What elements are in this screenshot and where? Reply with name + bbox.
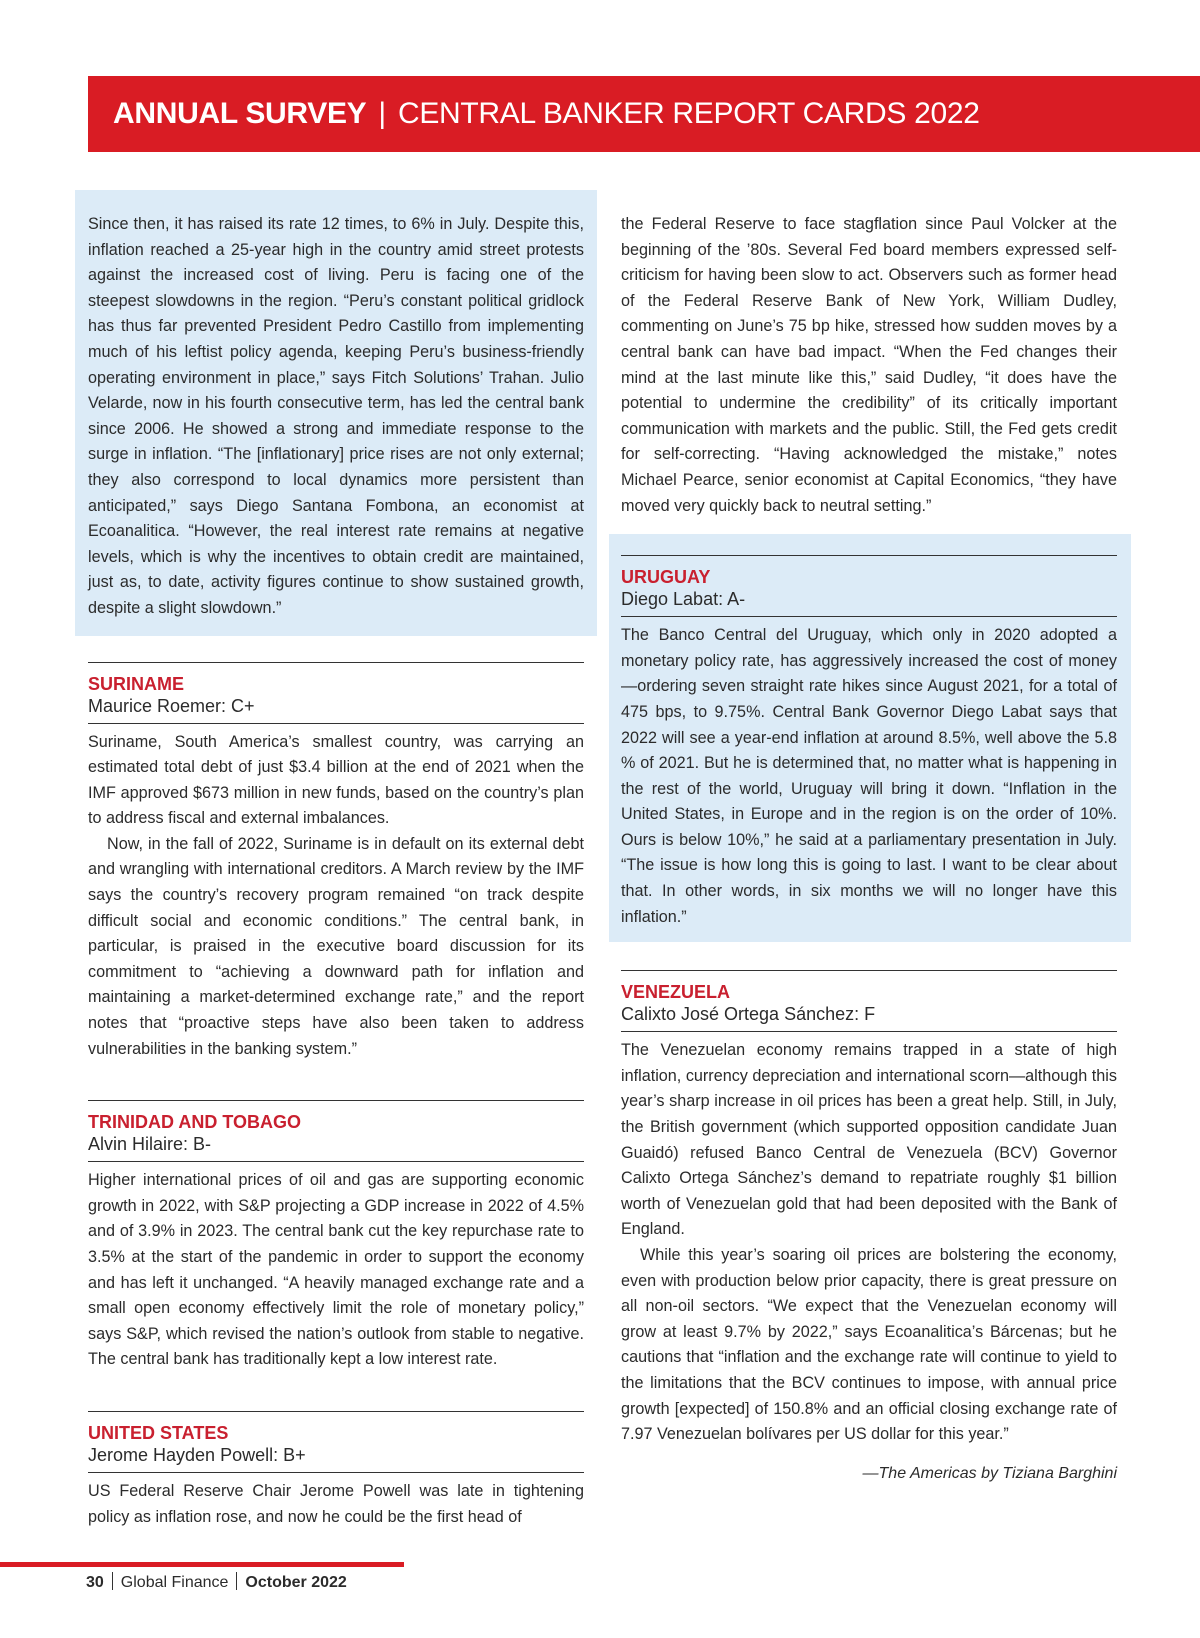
- footer-divider: [112, 1572, 113, 1590]
- banker-grade: Diego Labat: A-: [621, 589, 746, 610]
- section-divider: [621, 616, 1117, 617]
- body-paragraph: The Banco Central del Uruguay, which only in 2020 adopted a monetary policy rate, has aggressively increased the cost of money—ordering seven straight rate hikes since August 2021, for a total of 475 bps, to 9.75%. Central Bank Governor Diego Labat says that 2022 will see a year-end inflation at around 8.5%, well above the 5.8 % of 2021. But he is determined that, no matter what is happening in the rest of the world, Uruguay will bring it down. “Inflation in the United States, in Europe and in the region is on the order of 10%. Ours is below 10%,” he said at a parliamentary presentation in July. “The issue is how long this is going to last. I want to be clear about that. In other words, in six months we will no longer have this inflation.”: [621, 626, 1117, 926]
- section-trinidad-and-tobago: [88, 1100, 584, 1373]
- us-continued-paragraph: the Federal Reserve to face stagflation since Paul Volcker at the beginning of the ’80s. Several Fed board members expressed self-criticism for having been slow to act. Observers such as former head of the Federal Reserve Bank of New York, William Dudley, commenting on June’s 75 bp hike, stressed how sudden moves by a central bank can have bad impact. “When the Fed changes their mind at the last minute like this,” said Dudley, “it does have the potential to undermine the credibility” of its critically important communication with markets and the public. Still, the Fed gets credit for self-correcting. “Having acknowledged the mistake,” notes Michael Pearce, senior economist at Capital Economics, “they have moved very quickly back to neutral setting.”: [621, 215, 1117, 515]
- section-suriname: [88, 662, 584, 1063]
- banker-grade: Maurice Roemer: C+: [88, 695, 255, 716]
- section-divider: [621, 555, 1117, 556]
- footer-divider: [236, 1572, 237, 1590]
- body-paragraph: The Venezuelan economy remains trapped in a state of high inflation, currency depreciation and international scorn—although this year’s sharp increase in oil prices has been a great help. Still, in July, the British government (which supported opposition candidate Juan Guaidó) refused Banco Central de Venezuela (BCV) Governor Calixto Ortega Sánchez’s demand to repatriate roughly $1 billion worth of Venezuelan gold that had been deposited with the Bank of England.: [621, 1041, 1117, 1239]
- right-column: [621, 212, 1117, 1486]
- country-heading: UNITED STATES: [88, 1422, 229, 1443]
- section-divider: [88, 1472, 584, 1473]
- header-subtitle: CENTRAL BANKER REPORT CARDS 2022: [397, 97, 980, 130]
- section-divider: [88, 1411, 584, 1412]
- page-footer: [86, 1572, 347, 1593]
- section-divider: [88, 723, 584, 724]
- publication-name: Global Finance: [120, 1574, 229, 1591]
- section-venezuela: [621, 970, 1117, 1448]
- header-banner: [88, 76, 1200, 152]
- page-header-title: [88, 97, 980, 131]
- issue-date: October 2022: [245, 1574, 347, 1591]
- author-byline: —The Americas by Tiziana Barghini: [862, 1464, 1117, 1482]
- page-number: 30: [86, 1574, 104, 1591]
- footer-accent-bar: [0, 1562, 404, 1567]
- body-paragraph: While this year’s soaring oil prices are bolstering the economy, even with production below prior capacity, there is great pressure on all non-oil sectors. “We expect that the Venezuelan economy will grow at least 9.7% by 2022,” says Ecoanalitica’s Bárcenas; but he cautions that “inflation and the exchange rate will continue to yield to the limitations that the BCV continues to impose, with annual price growth [expected] of 150.8% and an official closing exchange rate of 7.97 Venezuelan bolívares per US dollar for this year.”: [621, 1246, 1117, 1444]
- body-paragraph: Now, in the fall of 2022, Suriname is in default on its external debt and wrangling with international creditors. A March review by the IMF says the country’s recovery program remained “on track despite difficult social and economic conditions.” The central bank, in particular, is praised in the executive board discussion for its commitment to “achieving a downward path for inflation and maintaining a market-determined exchange rate,” and the report notes that “proactive steps have also been taken to address vulnerabilities in the banking system.”: [88, 834, 584, 1058]
- body-paragraph: Suriname, South America’s smallest country, was carrying an estimated total debt of just $3.4 billion at the end of 2021 when the IMF approved $673 million in new funds, based on the country’s plan to address fiscal and external imbalances.: [88, 732, 584, 828]
- country-heading: SURINAME: [88, 673, 185, 694]
- section-divider: [621, 970, 1117, 971]
- country-heading: URUGUAY: [621, 567, 711, 588]
- country-heading: TRINIDAD AND TOBAGO: [88, 1112, 301, 1133]
- section-uruguay: [621, 555, 1117, 930]
- country-heading: VENEZUELA: [621, 982, 731, 1003]
- body-paragraph: Higher international prices of oil and gas are supporting economic growth in 2022, with S&P projecting a GDP increase in 2022 of 4.5% and of 3.9% in 2023. The central bank cut the key repurchase rate to 3.5% at the start of the pandemic in order to support the economy and has left it unchanged. “A heavily managed exchange rate and a small open economy effectively limit the role of monetary policy,” says S&P, which revised the nation’s outlook from stable to negative. The central bank has traditionally kept a low interest rate.: [88, 1171, 584, 1369]
- header-section: ANNUAL SURVEY: [113, 97, 367, 130]
- body-paragraph: US Federal Reserve Chair Jerome Powell was late in tightening policy as inflation rose, and now he could be the first head of: [88, 1481, 584, 1526]
- header-separator: |: [378, 97, 386, 130]
- section-divider: [88, 1100, 584, 1101]
- banker-grade: Calixto José Ortega Sánchez: F: [621, 1004, 876, 1025]
- section-united-states: [88, 1411, 584, 1530]
- section-divider: [88, 1161, 584, 1162]
- peru-continued-paragraph: Since then, it has raised its rate 12 times, to 6% in July. Despite this, inflation reached a 25-year high in the country amid street protests against the increased cost of living. Peru is facing one of the steepest slowdowns in the region. “Peru’s constant political gridlock has thus far prevented President Pedro Castillo from implementing much of his leftist policy agenda, keeping Peru’s business-friendly operating environment in place,” says Fitch Solutions’ Trahan. Julio Velarde, now in his fourth consecutive term, has led the central bank since 2006. He showed a strong and immediate response to the surge in inflation. “The [inflationary] price rises are not only external; they also correspond to local dynamics more persistent than anticipated,” says Diego Santana Fombona, an economist at Ecoanalitica. “However, the real interest rate remains at negative levels, which is why the incentives to obtain credit are maintained, just as, to date, activity figures continue to show sustained growth, despite a slight slowdown.”: [88, 215, 584, 617]
- section-divider: [88, 662, 584, 663]
- section-divider: [621, 1031, 1117, 1032]
- banker-grade: Alvin Hilaire: B-: [88, 1134, 212, 1155]
- left-column: [88, 212, 584, 1530]
- banker-grade: Jerome Hayden Powell: B+: [88, 1444, 306, 1465]
